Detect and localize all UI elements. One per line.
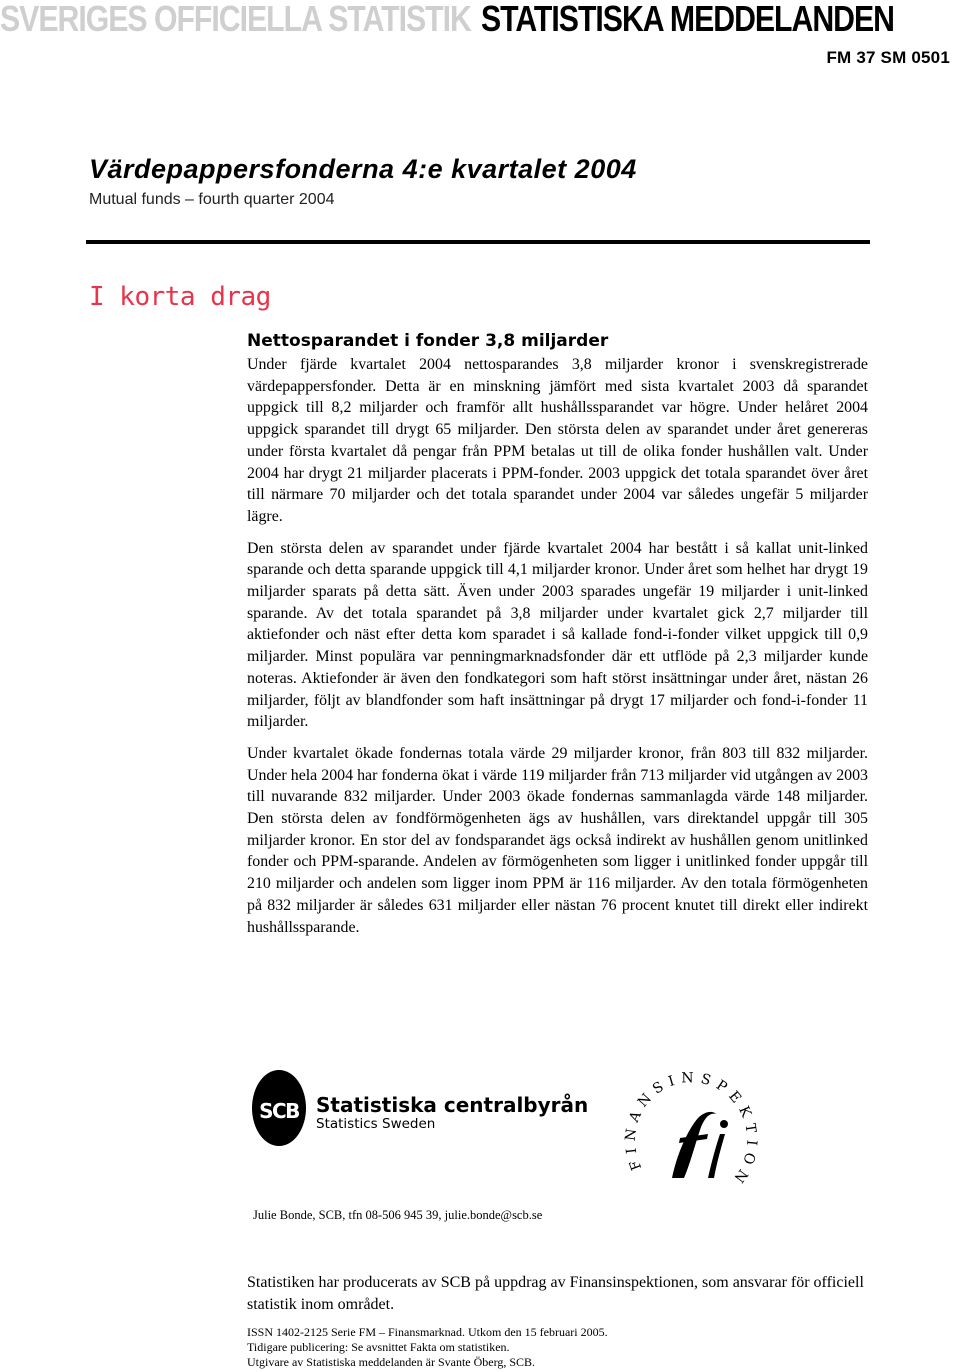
scb-logo — [252, 1068, 312, 1153]
title-divider — [86, 240, 870, 244]
svg-text:FINANSINSPEKTIONEN: FINANSINSPEKTION — [622, 1070, 760, 1191]
svg-text:SCB: SCB — [259, 1099, 299, 1123]
article-heading: Nettosparandet i fonder 3,8 miljarder — [247, 331, 609, 351]
logo-row — [252, 1060, 772, 1200]
article-paragraph: Den största delen av sparandet under fjärde kvartalet 2004 har bestått i så kallat unit-linked sparande och detta sparande uppgick till 4,1 miljarder kronor. Under året som helhet har drygt 19 miljarder sparats på detta sätt. Även under 2003 sparades ungefär 19 miljarder i unit-linked sparande. Av det totala sparandet på 3,8 miljarder under kvartalet gick 2,7 miljarder till aktiefonder och näst efter detta kom sparadet i så kallade fond-i-fonder vilket uppgick till 0,9 miljarder. Minst populära var penningmarknadsfonder där ett utflöde på 2,3 miljarder kunde noteras. Aktiefonder är även den fondkategori som haft störst insättningar under året, nästan 26 miljarder, följt av blandfonder som haft insättningar på drygt 17 miljarder och fond-i-fonder 11 miljarder. — [247, 539, 868, 731]
section-heading: I korta drag — [89, 282, 271, 312]
finansinspektionen-logo — [620, 1060, 770, 1205]
publication-meta — [247, 1325, 608, 1370]
finansinspektionen-emblem-icon — [620, 1060, 770, 1200]
scb-name-english: Statistics Sweden — [316, 1116, 436, 1132]
publication-series-band — [0, 0, 960, 38]
article-paragraph: Under fjärde kvartalet 2004 nettosparandes 3,8 miljarder kronor i svenskregistrerade värdepappersfonder. Detta är en minskning jämfört med sista kvartalet 2003 då sparandet uppgick till 8,2 miljarder och framför allt hushållssparandet var högre. Under helåret 2004 uppgick sparandet till drygt 65 miljarder. Den största delen av sparandet under året genereras under första kvartalet då pengar från PPM betalas ut till de olika fonder hushållen valt. Under 2004 har drygt 21 miljarder placerats i PPM-fonder. 2003 uppgick det totala sparandet över året till närmare 70 miljarder och det totala sparandet under 2004 var således ungefär 5 miljarder lägre. — [247, 356, 868, 525]
article-body — [247, 330, 868, 948]
page-subtitle: Mutual funds – fourth quarter 2004 — [89, 191, 335, 208]
production-note: Statistiken har producerats av SCB på uppdrag av Finansinspektionen, som ansvarar för officiell statistik inom området. — [247, 1274, 864, 1313]
scb-logo-mark-icon — [252, 1068, 312, 1148]
series-official-statistics: SVERIGES OFFICIELLA STATISTIK — [0, 0, 471, 38]
page-title: Värdepappersfonderna 4:e kvartalet 2004 — [89, 154, 637, 184]
meta-line: ISSN 1402-2125 Serie FM – Finansmarknad. Utkom den 15 februari 2005. — [247, 1325, 608, 1339]
contact-info: Julie Bonde, SCB, tfn 08-506 945 39, julie.bonde@scb.se — [253, 1208, 543, 1222]
meta-line: Utgivare av Statistiska meddelanden är Svante Öberg, SCB. — [247, 1355, 536, 1369]
meta-line: Tidigare publicering: Se avsnittet Fakta om statistiken. — [247, 1340, 510, 1354]
scb-name: Statistiska centralbyrån — [316, 1093, 589, 1117]
serial-number: FM 37 SM 0501 — [826, 48, 950, 67]
article-paragraph: Under kvartalet ökade fondernas totala värde 29 miljarder kronor, från 803 till 832 miljarder. Under hela 2004 har fonderna ökat i värde 119 miljarder från 713 miljarder vid utgången av 2003 till nuvarande 832 miljarder. Under 2003 ökade fondernas sammanlagda värde 148 miljarder. Den största delen av fondförmögenheten ägs av hushållen, vars direktandel uppgår till 305 miljarder kronor. En stor del av fondsparandet ägs också indirekt av hushållen genom unitlinked fonder och PPM-sparande. Andelen av förmögenheten som ligger i unitlinked fonder uppgår till 210 miljarder och andelen som ligger inom PPM är 116 miljarder. Av den totala förmögenheten på 832 miljarder är således 631 miljarder eller nästan 76 procent knutet till direkt eller indirekt hushållssparande. — [247, 744, 868, 936]
series-statistical-reports: STATISTISKA MEDDELANDEN — [480, 0, 895, 38]
